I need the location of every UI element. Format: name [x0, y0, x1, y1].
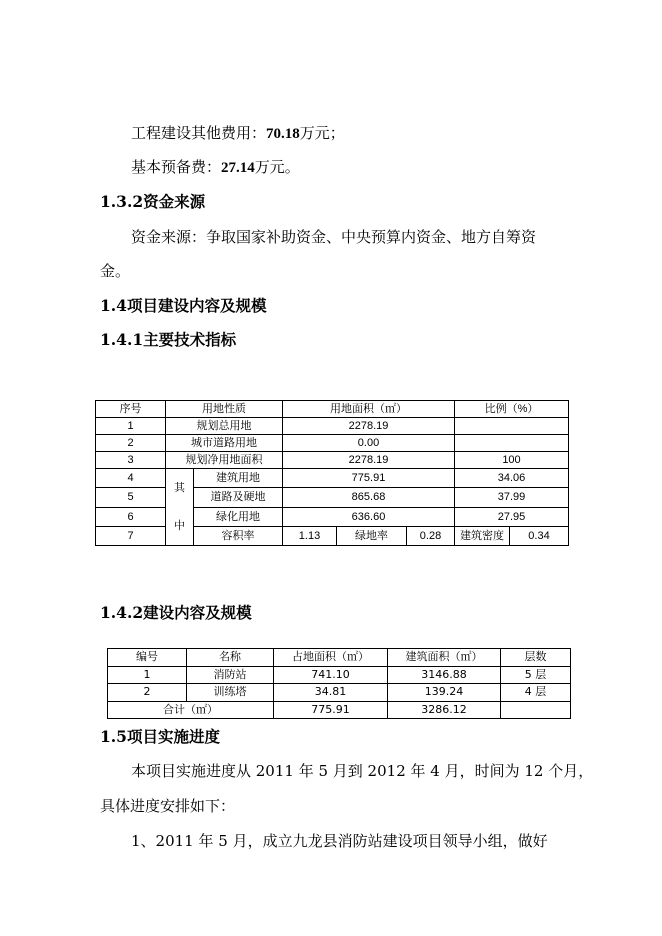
cell-land: 34.81	[274, 684, 388, 702]
cell-no: 7	[96, 526, 166, 545]
cell-area: 2278.19	[283, 418, 455, 435]
table-header-row	[96, 401, 569, 418]
green-ratio-value: 0.28	[407, 526, 455, 545]
cell-area: 0.00	[283, 435, 455, 452]
total-building: 3286.12	[388, 701, 501, 719]
col-header: 用地面积（㎡）	[283, 401, 455, 418]
heading-1-4-2: 1.4.2建设内容及规模	[100, 603, 252, 622]
fund-source-line-2: 金。	[100, 262, 131, 280]
cell-ratio: 34.06	[455, 469, 569, 488]
cell-name: 训练塔	[187, 684, 274, 702]
group-label-bottom: 中	[174, 520, 185, 532]
table-row	[96, 435, 569, 452]
cell-ratio	[455, 418, 569, 435]
table-total-row	[108, 701, 571, 719]
cell-ratio	[455, 435, 569, 452]
group-label-top: 其	[174, 482, 185, 494]
total-label: 合计（㎡）	[108, 701, 274, 719]
far-label: 容积率	[194, 526, 283, 545]
cell-no: 2	[108, 684, 187, 702]
group-label-cell	[166, 469, 194, 546]
heading-1-4: 1.4项目建设内容及规模	[100, 296, 267, 315]
tech-indicator-table	[95, 400, 569, 546]
heading-1-4-1: 1.4.1主要技术指标	[100, 330, 237, 349]
cell-area: 775.91	[283, 469, 455, 488]
col-header: 占地面积（㎡）	[274, 649, 388, 667]
construction-table	[107, 648, 571, 719]
reserve-cost-value: 27.14	[221, 160, 255, 176]
cell-no: 6	[96, 507, 166, 526]
col-header: 建筑面积（㎡）	[388, 649, 501, 667]
heading-1-5: 1.5项目实施进度	[100, 727, 220, 746]
cell-name: 规划净用地面积	[166, 452, 283, 469]
other-cost-label: 工程建设其他费用：	[131, 124, 267, 142]
cell-name: 绿化用地	[194, 507, 283, 526]
cell-ratio: 100	[455, 452, 569, 469]
step-1-line: 1、2011 年 5 月，成立九龙县消防站建设项目领导小组，做好	[131, 832, 548, 850]
cell-area: 2278.19	[283, 452, 455, 469]
density-label: 建筑密度	[455, 526, 510, 545]
other-cost-line	[131, 124, 345, 143]
progress-line-1: 本项目实施进度从 2011 年 5 月到 2012 年 4 月，时间为 12 个月，	[131, 762, 594, 780]
cell-land: 741.10	[274, 666, 388, 684]
table-row	[96, 452, 569, 469]
cell-no: 1	[96, 418, 166, 435]
table-row	[96, 418, 569, 435]
cell-name: 建筑用地	[194, 469, 283, 488]
cell-floors: 5 层	[501, 666, 571, 684]
green-ratio-label: 绿地率	[337, 526, 407, 545]
cell-floors: 4 层	[501, 684, 571, 702]
reserve-cost-label: 基本预备费：	[131, 158, 222, 176]
total-floors	[501, 701, 571, 719]
cell-no: 5	[96, 488, 166, 507]
cell-name: 消防站	[187, 666, 274, 684]
cell-no: 2	[96, 435, 166, 452]
table-row	[108, 666, 571, 684]
reserve-cost-unit: 万元。	[254, 158, 300, 176]
table-header-row	[108, 649, 571, 667]
col-header: 用地性质	[166, 401, 283, 418]
reserve-cost-line	[131, 158, 300, 177]
cell-area: 636.60	[283, 507, 455, 526]
fund-source-line-1: 资金来源：争取国家补助资金、中央预算内资金、地方自筹资	[131, 228, 537, 246]
cell-ratio: 27.95	[455, 507, 569, 526]
other-cost-value: 70.18	[266, 126, 300, 142]
col-header: 编号	[108, 649, 187, 667]
density-value: 0.34	[510, 526, 569, 545]
cell-building: 3146.88	[388, 666, 501, 684]
far-value: 1.13	[283, 526, 337, 545]
cell-name: 城市道路用地	[166, 435, 283, 452]
col-header: 序号	[96, 401, 166, 418]
cell-name: 规划总用地	[166, 418, 283, 435]
other-cost-unit: 万元；	[299, 124, 345, 142]
table-row	[108, 684, 571, 702]
total-land: 775.91	[274, 701, 388, 719]
col-header: 比例（%）	[455, 401, 569, 418]
col-header: 名称	[187, 649, 274, 667]
cell-building: 139.24	[388, 684, 501, 702]
cell-ratio: 37.99	[455, 488, 569, 507]
col-header: 层数	[501, 649, 571, 667]
cell-area: 865.68	[283, 488, 455, 507]
cell-no: 1	[108, 666, 187, 684]
cell-no: 3	[96, 452, 166, 469]
cell-no: 4	[96, 469, 166, 488]
progress-line-2: 具体进度安排如下：	[100, 797, 236, 815]
heading-1-3-2: 1.3.2资金来源	[100, 192, 206, 211]
table-row	[96, 469, 569, 488]
cell-name: 道路及硬地	[194, 488, 283, 507]
